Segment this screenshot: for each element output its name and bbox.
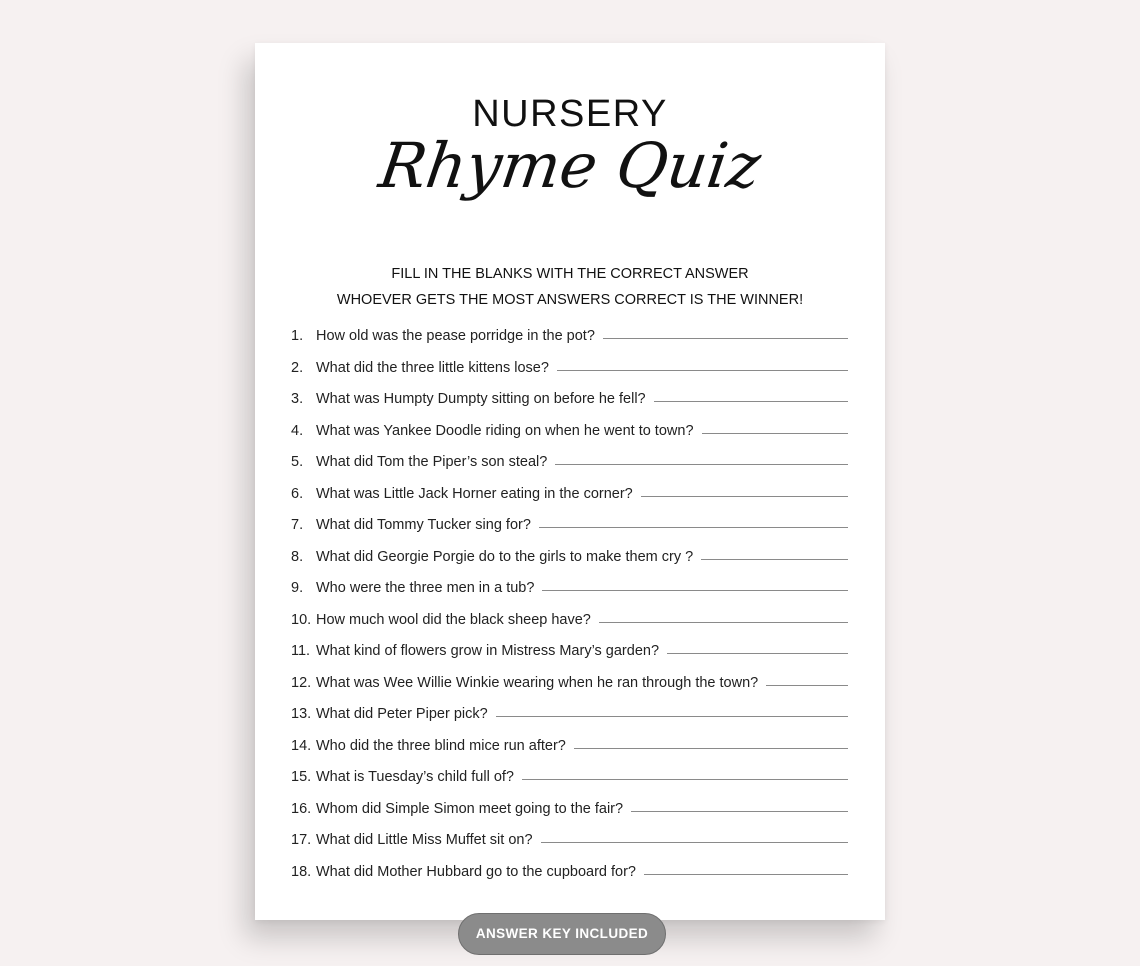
question-item [291,675,848,707]
question-number: 14. [291,737,312,754]
instructions [255,261,885,313]
question-item [291,769,848,801]
title-rhyme-quiz: Rhyme Quiz [374,129,766,202]
question-text: What did Tommy Tucker sing for? [316,517,531,533]
question-number: 15. [291,769,312,785]
question-number: 11. [291,643,311,659]
question-number: 8. [291,548,304,565]
question-text: What did Mother Hubbard go to the cupboard for? [316,863,636,880]
question-text: What was Humpty Dumpty sitting on before he fell? [316,391,646,407]
answer-blank[interactable] [644,873,848,875]
question-number: 12. [291,674,312,691]
question-text: What kind of flowers grow in Mistress Mary’s garden? [316,643,660,659]
question-item [291,738,848,770]
question-text: How much wool did the black sheep have? [316,611,591,628]
question-number: 2. [291,359,304,376]
question-item [291,706,848,738]
question-number: 13. [291,706,312,722]
question-list [291,328,848,895]
question-item [291,801,848,833]
instruction-line-1: FILL IN THE BLANKS WITH THE CORRECT ANSWER [391,266,749,282]
question-text: What did Tom the Piper’s son steal? [316,454,548,470]
question-item [291,580,848,612]
answer-blank[interactable] [542,589,848,591]
question-text: What did Georgie Porgie do to the girls to make them cry ? [316,548,694,565]
question-number: 17. [291,832,312,848]
answer-blank[interactable] [574,747,848,749]
question-number: 16. [291,800,312,817]
question-item [291,832,848,864]
answer-blank[interactable] [539,526,848,528]
question-item [291,391,848,423]
question-item [291,643,848,675]
answer-blank[interactable] [555,463,848,465]
answer-blank[interactable] [702,432,848,434]
answer-blank[interactable] [701,558,848,560]
answer-blank[interactable] [599,621,848,623]
answer-blank[interactable] [496,715,848,717]
answer-blank[interactable] [603,337,848,339]
question-text: Who did the three blind mice run after? [316,737,566,754]
question-text: What did the three little kittens lose? [316,359,549,376]
question-number: 3. [291,391,304,407]
question-text: What did Peter Piper pick? [316,706,488,722]
answer-blank[interactable] [667,652,848,654]
quiz-sheet [255,43,885,920]
question-number: 18. [291,863,312,880]
answer-blank[interactable] [557,369,848,371]
question-number: 10. [291,611,312,628]
question-item [291,486,848,518]
question-text: What was Little Jack Horner eating in the corner? [316,485,633,502]
answer-key-badge: ANSWER KEY INCLUDED [458,913,666,955]
answer-blank[interactable] [766,684,848,686]
question-item [291,549,848,581]
question-number: 5. [291,454,304,470]
question-text: What was Wee Willie Winkie wearing when he ran through the town? [316,674,759,691]
instruction-line-2: WHOEVER GETS THE MOST ANSWERS CORRECT IS THE WINNER! [336,292,804,308]
question-item [291,517,848,549]
question-number: 7. [291,517,304,533]
question-item [291,864,848,896]
answer-blank[interactable] [641,495,848,497]
answer-blank[interactable] [541,841,848,843]
question-number: 1. [291,328,304,344]
title-nursery: NURSERY [472,93,668,135]
question-number: 4. [291,422,304,439]
question-item [291,612,848,644]
question-text: Who were the three men in a tub? [316,580,535,596]
answer-blank[interactable] [654,400,848,402]
question-text: What did Little Miss Muffet sit on? [316,832,533,848]
answer-blank[interactable] [522,778,848,780]
question-text: What was Yankee Doodle riding on when he went to town? [316,422,694,439]
question-text: Whom did Simple Simon meet going to the fair? [316,800,624,817]
question-item [291,454,848,486]
question-number: 9. [291,580,304,596]
question-item [291,360,848,392]
question-item [291,423,848,455]
answer-blank[interactable] [631,810,848,812]
question-item [291,328,848,360]
question-number: 6. [291,485,304,502]
question-text: What is Tuesday’s child full of? [316,769,514,785]
question-text: How old was the pease porridge in the pot? [316,328,595,344]
